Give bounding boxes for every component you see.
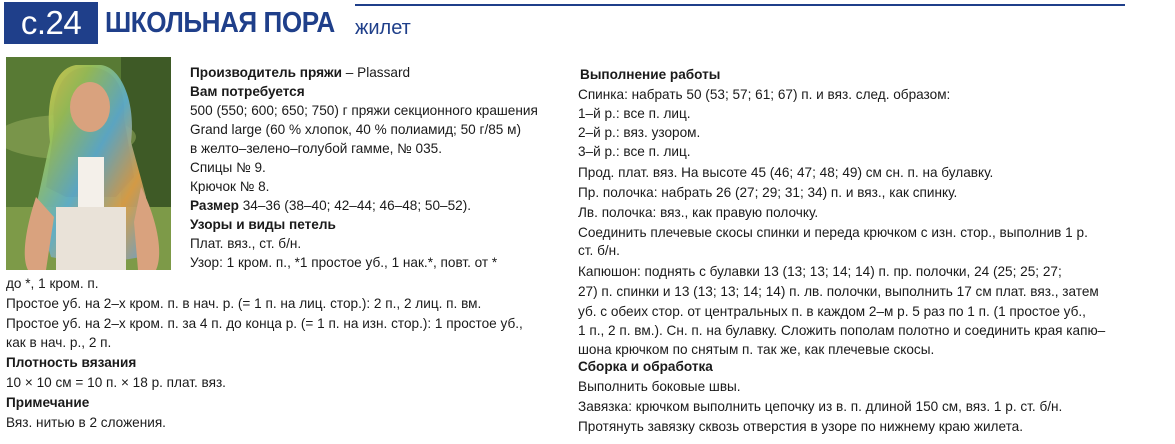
work-line: 3–й р.: все п. лиц.	[578, 144, 691, 159]
need-line: Крючок № 8.	[190, 179, 270, 194]
need-line: Спицы № 9.	[190, 160, 266, 175]
pattern-detail-line: Простое уб. на 2–х кром. п. за 4 п. до конца р. (= 1 п. на изн. стор.): 1 простое уб.,	[6, 316, 523, 331]
work-line: шона крючком по снятым п. так же, как плечевые скосы.	[578, 342, 935, 357]
work-line: Капюшон: поднять с булавки 13 (13; 13; 14; 14) п. пр. полочки, 24 (25; 25; 27;	[578, 264, 1062, 279]
note-heading: Примечание	[6, 395, 90, 410]
work-line: ст. б/н.	[578, 243, 620, 258]
patterns-heading: Узоры и виды петель	[190, 217, 336, 232]
work-line: 1–й р.: все п. лиц.	[578, 106, 691, 121]
manufacturer-line	[190, 63, 410, 82]
density-heading: Плотность вязания	[6, 355, 137, 370]
work-line: 1 п., 2 п. вм.). Сн. п. на булавку. Сложить пополам полотно и соединить края капю–	[578, 323, 1106, 338]
work-line: Лв. полочка: вяз., как правую полочку.	[578, 205, 819, 220]
assembly-line: Протянуть завязку сквозь отверстия в узоре по нижнему краю жилета.	[578, 419, 1023, 434]
page-number-badge: с.24	[4, 2, 98, 44]
header-rule	[355, 4, 1125, 6]
size-value: 34–36 (38–40; 42–44; 46–48; 50–52).	[238, 198, 472, 213]
page-subtitle: жилет	[355, 17, 411, 39]
size-label: Размер	[190, 198, 239, 213]
assembly-line: Завязка: крючком выполнить цепочку из в. п. длиной 150 см, вяз. 1 р. ст. б/н.	[578, 399, 1063, 414]
work-line: Соединить плечевые скосы спинки и переда крючком с изн. стор., выполнив 1 р.	[578, 225, 1088, 240]
manufacturer-label: Производитель пряжи	[190, 65, 343, 80]
note-value: Вяз. нитью в 2 сложения.	[6, 415, 166, 430]
model-photo	[6, 57, 171, 270]
work-line: Спинка: набрать 50 (53; 57; 61; 67) п. и вяз. след. образом:	[578, 87, 951, 102]
work-line: Пр. полочка: набрать 26 (27; 29; 31; 34) п. и вяз., как спинку.	[578, 185, 958, 200]
assembly-heading: Сборка и обработка	[578, 359, 713, 374]
need-line: 500 (550; 600; 650; 750) г пряжи секционного крашения	[190, 103, 538, 118]
manufacturer-value: – Plassard	[342, 65, 411, 80]
header	[0, 0, 1175, 50]
need-heading: Вам потребуется	[190, 84, 305, 99]
pattern-detail-line: до *, 1 кром. п.	[6, 276, 99, 291]
work-line: 2–й р.: вяз. узором.	[578, 125, 701, 140]
page-title: ШКОЛЬНАЯ ПОРА	[105, 7, 335, 39]
size-line	[190, 196, 471, 215]
density-value: 10 × 10 см = 10 п. × 18 р. плат. вяз.	[6, 375, 226, 390]
work-line: 27) п. спинки и 13 (13; 13; 14; 14) п. лв. полочки, выполнить 17 см плат. вяз., затем	[578, 284, 1099, 299]
work-line: уб. с обеих стор. от центральных п. в каждом 2–м р. 5 раз по 1 п. (1 простое уб.,	[578, 304, 1086, 319]
assembly-line: Выполнить боковые швы.	[578, 379, 741, 394]
patterns-line: Плат. вяз., ст. б/н.	[190, 236, 302, 251]
model-photo-illustration	[6, 57, 171, 270]
pattern-detail-line: Простое уб. на 2–х кром. п. в нач. р. (= 1 п. на лиц. стор.): 2 п., 2 лиц. п. вм.	[6, 296, 482, 311]
need-line: в желто–зелено–голубой гамме, № 035.	[190, 141, 442, 156]
patterns-line: Узор: 1 кром. п., *1 простое уб., 1 нак.*, повт. от *	[190, 255, 498, 270]
pattern-detail-line: как в нач. р., 2 п.	[6, 335, 112, 350]
need-line: Grand large (60 % хлопок, 40 % полиамид; 50 г/85 м)	[190, 122, 522, 137]
work-heading: Выполнение работы	[580, 67, 721, 82]
work-line: Прод. плат. вяз. На высоте 45 (46; 47; 48; 49) см сн. п. на булавку.	[578, 165, 994, 180]
